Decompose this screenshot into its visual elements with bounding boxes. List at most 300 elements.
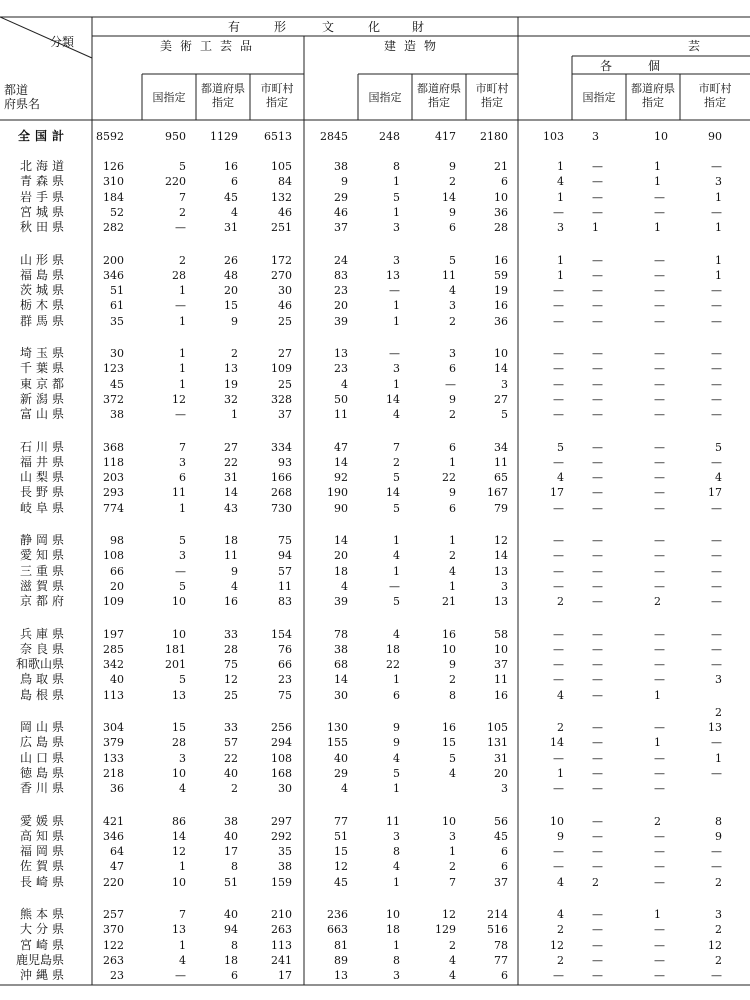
data-cell: 1: [449, 534, 456, 547]
prefecture-name: 群馬県: [20, 313, 69, 328]
col-todofuken-shitei: 都道府県 指定: [631, 82, 675, 109]
data-cell: 89: [334, 953, 348, 967]
data-cell: 10: [442, 814, 456, 828]
data-cell: 1: [393, 564, 400, 578]
data-cell: 14: [334, 534, 348, 547]
prefecture-name: 島根県: [20, 687, 69, 702]
data-cell: 59: [494, 268, 508, 282]
data-cell: 46: [278, 299, 292, 313]
data-cell: 1: [179, 347, 186, 360]
data-cell: 5: [501, 408, 508, 422]
data-cell: 13: [172, 688, 186, 702]
data-cell: 5: [179, 579, 186, 593]
prefecture-name: 東京都: [20, 376, 69, 391]
data-cell: 51: [110, 284, 124, 298]
data-cell: 76: [278, 642, 292, 656]
data-cell: —: [711, 392, 722, 406]
data-cell: 9: [231, 314, 238, 328]
data-cell: 1: [179, 377, 186, 391]
data-cell: 10: [172, 875, 186, 889]
data-cell: 12: [224, 673, 238, 687]
data-cell: —: [553, 455, 564, 469]
data-cell: 4: [393, 549, 400, 563]
data-cell: 20: [110, 579, 124, 593]
data-cell: 4: [557, 908, 564, 921]
col-shichoson-shitei: 市町村 指定: [260, 82, 294, 109]
data-cell: 3: [179, 455, 186, 469]
data-cell: 168: [271, 766, 292, 780]
data-cell: 108: [271, 751, 292, 765]
prefecture-name: 千葉県: [20, 361, 69, 376]
data-cell: 105: [487, 721, 508, 734]
data-cell: 1: [393, 314, 400, 328]
data-cell: 77: [494, 953, 508, 967]
data-cell: 86: [172, 814, 186, 828]
data-cell: 13: [334, 969, 348, 983]
data-cell: 15: [172, 721, 186, 734]
data-cell: 28: [172, 268, 186, 282]
data-cell: 32: [224, 392, 238, 406]
data-cell: 3: [501, 377, 508, 391]
data-cell: —: [553, 347, 564, 360]
data-cell: 9: [393, 736, 400, 750]
prefecture-name: 岡山県: [20, 720, 69, 734]
data-cell: —: [592, 377, 603, 391]
data-cell: 263: [271, 923, 292, 937]
prefecture-name: 北海道: [20, 159, 69, 173]
data-cell: 12: [334, 860, 348, 874]
data-cell: 11: [494, 673, 508, 687]
data-cell: 38: [334, 160, 348, 173]
data-cell: —: [592, 766, 603, 780]
data-cell: —: [711, 501, 722, 515]
data-cell: 22: [386, 658, 400, 672]
data-cell: 1: [654, 160, 661, 173]
data-cell: 155: [327, 736, 348, 750]
data-cell: 9: [231, 564, 238, 578]
data-cell: 36: [494, 205, 508, 219]
data-cell: 248: [379, 130, 400, 143]
prefecture-name: 兵庫県: [20, 626, 69, 641]
data-cell: 5: [393, 501, 400, 515]
data-cell: 8: [231, 860, 238, 874]
data-cell: 18: [386, 923, 400, 937]
data-cell: 83: [334, 268, 348, 282]
data-cell: 6: [501, 845, 508, 859]
data-cell: 297: [271, 814, 292, 828]
data-cell: 1: [715, 751, 722, 765]
data-cell: 25: [278, 314, 292, 328]
group-bijutsu-kogeihin: 美術工芸品: [160, 39, 261, 53]
data-cell: 21: [494, 160, 508, 173]
data-cell: 2: [393, 455, 400, 469]
prefecture-name: 秋田県: [20, 220, 69, 235]
data-cell: 58: [494, 627, 508, 641]
prefecture-name: 山口県: [20, 750, 69, 765]
data-cell: 20: [334, 299, 348, 313]
data-cell: —: [553, 673, 564, 687]
data-cell: 35: [278, 845, 292, 859]
data-cell: —: [592, 253, 603, 267]
data-cell: —: [711, 845, 722, 859]
group-kakko-char: 各: [600, 59, 613, 73]
data-cell: 294: [271, 736, 292, 750]
data-cell: —: [711, 642, 722, 656]
data-cell: —: [553, 627, 564, 641]
data-cell: 516: [487, 923, 508, 937]
data-cell: 17: [224, 845, 238, 859]
data-cell: 40: [224, 908, 238, 921]
data-cell: 774: [103, 501, 124, 515]
data-cell: 6: [449, 221, 456, 235]
data-cell: 10: [442, 642, 456, 656]
prefecture-name: 富山県: [20, 407, 69, 422]
data-cell: 13: [224, 362, 238, 376]
data-cell: 40: [224, 829, 238, 843]
data-cell: 52: [110, 205, 124, 219]
data-cell: —: [389, 579, 400, 593]
data-cell: 1: [393, 299, 400, 313]
data-cell: —: [592, 347, 603, 360]
data-cell: —: [711, 534, 722, 547]
data-cell: 17: [278, 969, 292, 983]
data-cell: —: [711, 969, 722, 983]
data-cell: 9: [557, 829, 564, 843]
data-cell: 184: [103, 190, 124, 204]
data-cell: 1: [654, 736, 661, 750]
data-cell: 65: [494, 471, 508, 485]
data-cell: 10: [494, 190, 508, 204]
data-cell: 7: [393, 440, 400, 454]
data-cell: 16: [494, 688, 508, 702]
data-cell: 12: [550, 938, 564, 952]
data-cell: 342: [103, 658, 124, 672]
data-cell: 5: [179, 160, 186, 173]
prefecture-name: 石川県: [20, 439, 69, 454]
prefecture-name: 長崎県: [20, 874, 69, 889]
data-cell: 45: [494, 829, 508, 843]
data-cell: 12: [442, 908, 456, 921]
data-cell: —: [553, 299, 564, 313]
data-cell: 2: [449, 314, 456, 328]
data-cell: —: [654, 564, 665, 578]
data-cell: 6: [449, 501, 456, 515]
data-cell: 10: [172, 627, 186, 641]
data-cell: —: [711, 860, 722, 874]
data-cell: 1: [393, 205, 400, 219]
data-cell: 40: [334, 751, 348, 765]
data-cell: 3: [557, 221, 564, 235]
data-cell: —: [654, 658, 665, 672]
data-cell: 166: [271, 471, 292, 485]
data-cell: 122: [103, 938, 124, 952]
data-cell: 3: [393, 969, 400, 983]
data-cell: —: [654, 938, 665, 952]
data-cell: 4: [557, 175, 564, 189]
data-cell: 12: [172, 845, 186, 859]
data-cell: —: [592, 829, 603, 843]
data-cell: 4: [231, 205, 238, 219]
data-cell: 109: [103, 595, 124, 609]
data-cell: —: [654, 268, 665, 282]
data-cell: 28: [224, 642, 238, 656]
data-cell: 40: [224, 766, 238, 780]
data-cell: 33: [224, 721, 238, 734]
data-cell: 1: [449, 579, 456, 593]
data-cell: —: [711, 299, 722, 313]
data-cell: 6: [231, 969, 238, 983]
data-cell: —: [553, 408, 564, 422]
data-cell: 950: [165, 130, 186, 143]
data-cell: 94: [224, 923, 238, 937]
data-cell: 27: [224, 440, 238, 454]
data-cell: —: [553, 534, 564, 547]
data-cell: 2: [179, 253, 186, 267]
data-cell: 9: [449, 392, 456, 406]
data-cell: 210: [271, 908, 292, 921]
data-cell: —: [175, 408, 186, 422]
data-cell: 3: [592, 130, 599, 143]
prefecture-name: 広島県: [20, 735, 69, 750]
data-cell: 241: [271, 953, 292, 967]
data-cell: —: [654, 284, 665, 298]
corner-bunrui-label: 分類: [50, 35, 75, 49]
data-cell: 1: [393, 782, 400, 796]
data-cell: 372: [103, 392, 124, 406]
data-cell: 26: [224, 253, 238, 267]
data-cell: 310: [103, 175, 124, 189]
data-cell: 66: [110, 564, 124, 578]
data-cell: 7: [179, 908, 186, 921]
data-cell: —: [592, 721, 603, 734]
data-cell: 103: [543, 130, 564, 143]
data-cell: 18: [224, 953, 238, 967]
data-cell: 22: [442, 471, 456, 485]
data-cell: —: [592, 455, 603, 469]
prefecture-name: 静岡県: [20, 533, 69, 547]
data-cell: —: [553, 314, 564, 328]
data-cell: —: [592, 190, 603, 204]
data-cell: —: [553, 549, 564, 563]
data-cell: —: [592, 314, 603, 328]
data-cell: 123: [103, 362, 124, 376]
data-cell: 4: [231, 579, 238, 593]
data-cell: 2: [449, 673, 456, 687]
data-cell: 11: [278, 579, 292, 593]
data-cell: 113: [271, 938, 292, 952]
data-cell: 197: [103, 627, 124, 641]
data-cell: 14: [224, 486, 238, 500]
data-cell: —: [711, 455, 722, 469]
data-cell: 1: [393, 938, 400, 952]
header-title-char: 財: [412, 20, 425, 34]
data-cell: 2180: [480, 130, 508, 143]
grid-line: [0, 17, 92, 58]
prefecture-name: 三重県: [20, 563, 69, 578]
data-cell: —: [175, 969, 186, 983]
data-cell: —: [654, 766, 665, 780]
data-cell: —: [654, 408, 665, 422]
col-todofuken-shitei: 都道府県 指定: [417, 82, 461, 109]
data-cell: 2: [449, 175, 456, 189]
data-cell: 8: [231, 938, 238, 952]
data-cell: 133: [103, 751, 124, 765]
data-cell: 1: [557, 160, 564, 173]
data-cell: —: [711, 347, 722, 360]
data-cell: 10: [494, 347, 508, 360]
data-cell: 292: [271, 829, 292, 843]
data-cell: 1: [393, 377, 400, 391]
data-cell: 51: [334, 829, 348, 843]
data-cell: —: [592, 860, 603, 874]
data-cell: 4: [715, 471, 722, 485]
data-cell: 1: [231, 408, 238, 422]
data-cell: 3: [449, 829, 456, 843]
data-cell: 270: [271, 268, 292, 282]
data-cell: 20: [494, 766, 508, 780]
data-cell: 31: [224, 221, 238, 235]
data-cell: —: [592, 534, 603, 547]
data-cell: 201: [165, 658, 186, 672]
data-cell: 16: [494, 299, 508, 313]
data-cell: —: [654, 471, 665, 485]
data-cell: 2: [592, 875, 599, 889]
prefecture-name: 長野県: [20, 485, 69, 500]
data-cell: —: [592, 486, 603, 500]
data-cell: —: [654, 875, 665, 889]
data-cell: 118: [103, 455, 124, 469]
data-cell: —: [654, 782, 665, 796]
data-cell: 203: [103, 471, 124, 485]
data-cell: 30: [278, 284, 292, 298]
prefecture-name: 愛媛県: [20, 813, 69, 828]
data-cell: 36: [494, 314, 508, 328]
data-cell: 29: [334, 766, 348, 780]
data-cell: 5: [393, 595, 400, 609]
data-cell: —: [711, 549, 722, 563]
data-cell: 132: [271, 190, 292, 204]
data-cell: 13: [494, 595, 508, 609]
data-cell: 27: [494, 392, 508, 406]
data-cell: 37: [334, 221, 348, 235]
data-cell: 370: [103, 923, 124, 937]
prefecture-name: 奈良県: [20, 641, 69, 656]
data-cell: 2: [654, 814, 661, 828]
data-cell: 28: [172, 736, 186, 750]
data-cell: 45: [334, 875, 348, 889]
data-cell: 6: [449, 362, 456, 376]
data-cell: 4: [393, 408, 400, 422]
data-cell: 75: [278, 534, 292, 547]
data-cell: 15: [224, 299, 238, 313]
data-cell: 25: [224, 688, 238, 702]
prefecture-name: 佐賀県: [20, 859, 69, 874]
data-cell: 181: [165, 642, 186, 656]
prefecture-name: 山梨県: [20, 470, 69, 485]
data-cell-extra: 2: [715, 706, 722, 719]
data-cell: 39: [334, 595, 348, 609]
data-cell: —: [592, 953, 603, 967]
data-cell: 293: [103, 486, 124, 500]
data-cell: 13: [494, 564, 508, 578]
data-cell: 93: [278, 455, 292, 469]
data-cell: —: [654, 953, 665, 967]
data-cell: 6513: [264, 130, 292, 143]
data-cell: —: [592, 845, 603, 859]
prefecture-name: 鳥取県: [20, 672, 69, 687]
data-cell: 13: [334, 347, 348, 360]
data-cell: 4: [341, 377, 348, 391]
data-cell: 37: [278, 408, 292, 422]
data-cell: 77: [334, 814, 348, 828]
data-cell: —: [654, 440, 665, 454]
data-cell: —: [654, 377, 665, 391]
data-cell: 45: [224, 190, 238, 204]
data-cell: 14: [494, 549, 508, 563]
group-kenzobutsu: 建造物: [384, 39, 445, 53]
data-cell: —: [654, 627, 665, 641]
data-cell: 39: [334, 314, 348, 328]
col-shichoson-shitei: 市町村 指定: [475, 82, 509, 109]
prefecture-name: 高知県: [20, 828, 69, 843]
data-cell: 51: [224, 875, 238, 889]
data-cell: 7: [449, 875, 456, 889]
data-cell: 5: [179, 673, 186, 687]
data-cell: 4: [557, 875, 564, 889]
data-cell: 14: [550, 736, 564, 750]
data-cell: 3: [393, 829, 400, 843]
data-cell: 8: [715, 814, 722, 828]
data-cell: 4: [341, 579, 348, 593]
data-cell: 78: [494, 938, 508, 952]
data-cell: —: [553, 658, 564, 672]
data-cell: —: [711, 658, 722, 672]
data-cell: —: [389, 284, 400, 298]
data-cell: —: [553, 564, 564, 578]
data-cell: —: [592, 501, 603, 515]
data-cell: 9: [449, 160, 456, 173]
data-cell: —: [654, 299, 665, 313]
data-cell: 5: [715, 440, 722, 454]
data-cell: 2: [179, 205, 186, 219]
data-cell: —: [553, 579, 564, 593]
data-cell: 16: [494, 253, 508, 267]
data-cell: 2: [715, 875, 722, 889]
data-cell: 1: [393, 673, 400, 687]
data-cell: 1: [557, 190, 564, 204]
data-cell: 12: [172, 392, 186, 406]
data-cell: 6: [449, 440, 456, 454]
data-cell: 37: [494, 658, 508, 672]
data-cell: 130: [327, 721, 348, 734]
data-cell: —: [592, 299, 603, 313]
data-cell: 1: [557, 766, 564, 780]
data-cell: 3: [501, 782, 508, 796]
data-cell: 78: [334, 627, 348, 641]
data-cell: 200: [103, 253, 124, 267]
data-cell: 47: [334, 440, 348, 454]
data-cell: 34: [494, 440, 508, 454]
data-cell: —: [654, 721, 665, 734]
prefecture-name: 福井県: [20, 454, 69, 469]
data-cell: 30: [334, 688, 348, 702]
prefecture-name: 愛知県: [20, 548, 69, 563]
header-title-char: 化: [368, 20, 381, 34]
data-cell: —: [175, 299, 186, 313]
data-cell: 16: [442, 721, 456, 734]
data-cell: —: [553, 969, 564, 983]
data-cell: —: [592, 688, 603, 702]
